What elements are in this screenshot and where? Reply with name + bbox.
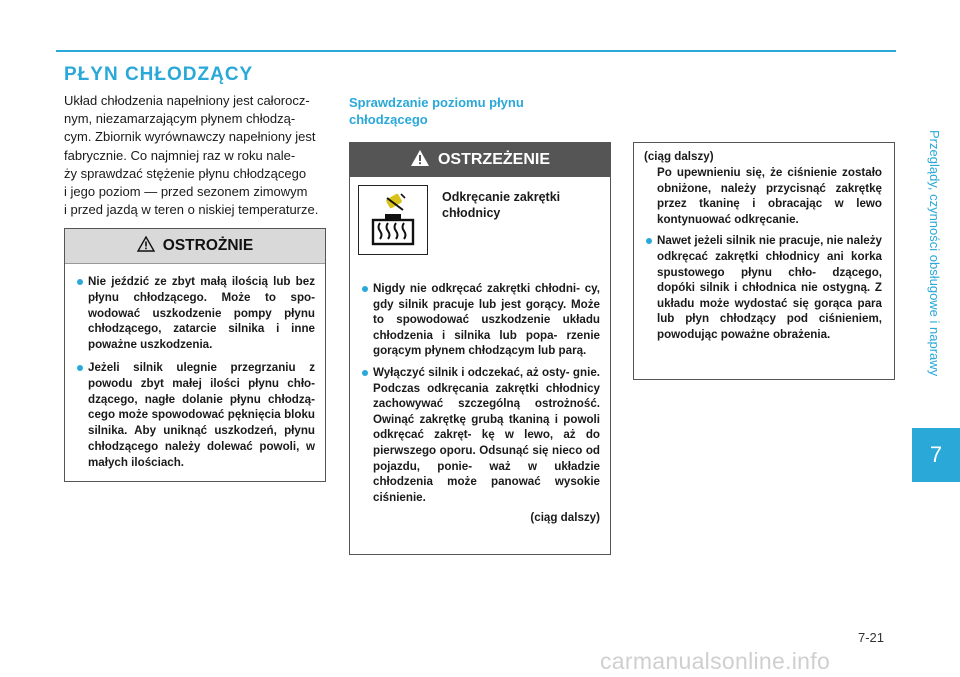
- caution-header-label: OSTROŻNIE: [162, 237, 254, 254]
- hazard-title-line: Odkręcanie zakrętki: [442, 190, 561, 204]
- chapter-side-label: [920, 130, 942, 420]
- continued-paragraph: Po upewnieniu się, że ciśnienie zostało obniżone, należy przycisnąć zakrętkę przez tkaninę i obracając w lewo kontynuować odkręcanie.: [657, 166, 882, 226]
- caution-item: Nie jeździć ze zbyt małą ilością lub bez płynu chłodzącego. Może to spo- wodować uszkodzenie pompy płynu chłodzącego, zatarcie silnika i inne poważne uszkodzenia.: [77, 274, 315, 353]
- intro-line: i jego poziom — przed sezonem zimowym: [64, 184, 308, 200]
- warning-triangle-icon: [137, 236, 155, 257]
- intro-paragraph: [64, 92, 326, 219]
- page-number: 7-21: [858, 630, 885, 645]
- warning-list: [350, 255, 610, 505]
- caution-box: [64, 228, 326, 482]
- page-title: PŁYN CHŁODZĄCY: [64, 64, 254, 85]
- warning-triangle-icon: [410, 149, 430, 172]
- caution-item: Jeżeli silnik ulegnie przegrzaniu z powodu zbyt małej ilości płynu chło- dzącego, nagłe dolanie płynu chłodzą- cego może spowodować pęknięcia bloku silnika. Aby uniknąć uszkodzeń, płynu chłodzącego należy dolewać powoli, w małych ilościach.: [77, 360, 315, 471]
- subsection-title-line: Sprawdzanie poziomu płynu: [349, 95, 524, 110]
- hazard-title-line: chłodnicy: [442, 206, 501, 220]
- caution-list: [65, 264, 325, 471]
- top-rule: [56, 50, 896, 52]
- chapter-side-label-text: Przeglądy, czynności obsługowe i naprawy: [927, 130, 942, 377]
- intro-line: cym. Zbiornik wyrównawczy napełniony jest: [64, 129, 316, 145]
- continued-header: (ciąg dalszy): [644, 150, 714, 163]
- intro-line: fabrycznie. Co najmniej raz w roku nale-: [64, 147, 296, 163]
- continued-list: [634, 233, 894, 342]
- warning-header-label: OSTRZEŻENIE: [437, 151, 550, 168]
- intro-line: ży sprawdzać stężenie płynu chłodzącego: [64, 165, 307, 181]
- hazard-row: [350, 177, 610, 255]
- watermark: carmanualsonline.info: [600, 648, 831, 674]
- intro-line: i przed jazdą w teren o niskiej temperaturze.: [64, 202, 319, 218]
- continued-label: (ciąg dalszy): [530, 511, 600, 525]
- hot-radiator-icon: [358, 185, 428, 255]
- warning-item: Nigdy nie odkręcać zakrętki chłodni- cy, gdy silnik pracuje lub jest gorący. Może to spowodować uszkodzenie układu chłodzenia i silnika lub popa- rzenie gorącym płynem chłodzącym lub parą.: [362, 281, 600, 359]
- hazard-title: [428, 185, 560, 255]
- warning-header: [350, 143, 610, 177]
- continued-box: [633, 142, 895, 380]
- subsection-title-line: chłodzącego: [349, 112, 428, 127]
- warning-item: Wyłączyć silnik i odczekać, aż osty- gnie. Podczas odkręcania zakrętki chłodnicy zachowywać szczególną ostrożność. Owinąć zakrętkę grubą tkaniną i powoli odkręcać zakręt- kę w lewo, aż do pierwszego oporu. Odsunąć się nieco od pojazdu, ponie- waż w układzie chłodzenia może panować wysokie ciśnienie.: [362, 365, 600, 505]
- subsection-title: [349, 94, 609, 128]
- warning-box: [349, 142, 611, 555]
- chapter-tab: 7: [912, 428, 960, 482]
- caution-header: [65, 229, 325, 264]
- intro-line: nym, niezamarzającym płynem chłodzą-: [64, 111, 296, 127]
- continued-item: Nawet jeżeli silnik nie pracuje, nie należy odkręcać zakrętki chłodnicy ani korka spustowego płynu chło- dzącego, dopóki silnik i chłodnica nie ostygną. Z układu może wydostać się gorąca para lub płyn chłodzący pod ciśnieniem, powodując poważne obrażenia.: [646, 233, 882, 342]
- intro-line: Układ chłodzenia napełniony jest całorocz-: [64, 93, 310, 108]
